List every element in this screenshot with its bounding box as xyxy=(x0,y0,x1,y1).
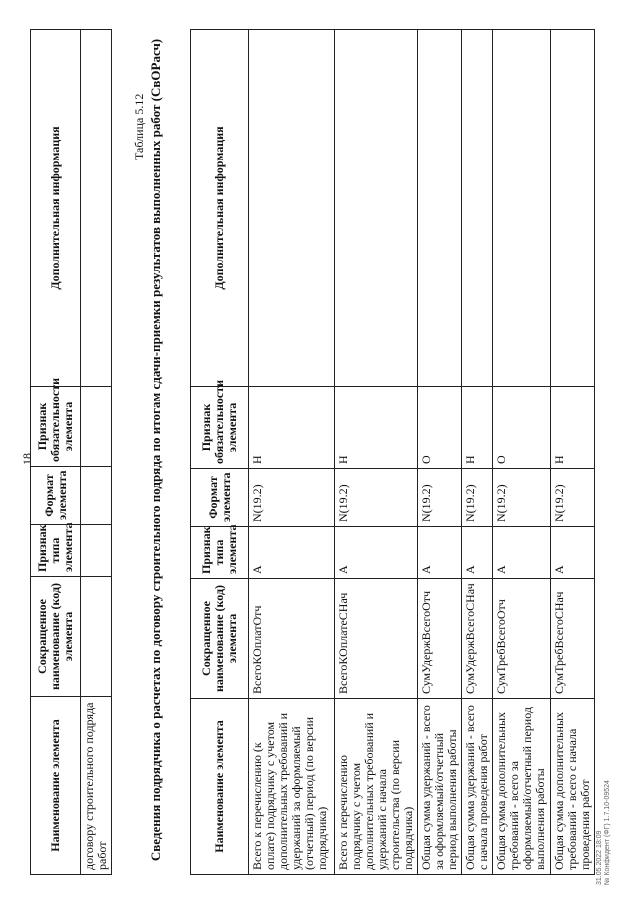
table-cell: СумУдержВсегоОтч xyxy=(418,579,462,699)
table-cell: О xyxy=(493,387,551,469)
table-cell: СумУдержВсегоСНач xyxy=(462,579,493,699)
main-header-cell: Сокращенное наименование (код) элемента xyxy=(191,579,249,699)
table-row xyxy=(335,30,418,875)
table-cell xyxy=(81,525,112,577)
table-cell: А xyxy=(418,527,462,579)
table-cell: СумТребВсегоСНач xyxy=(551,579,595,699)
top-header-cell: Формат элемента xyxy=(31,467,81,525)
table-cell: СумТребВсегоОтч xyxy=(493,579,551,699)
table-cell: А xyxy=(493,527,551,579)
document-stamp xyxy=(596,780,612,885)
table-cell: А xyxy=(551,527,595,579)
table-row xyxy=(551,30,595,875)
table-label: Таблица 5.12 xyxy=(132,93,146,160)
table-cell: Общая сумма удержаний - всего с начала проведения работ xyxy=(462,699,493,875)
table-cell: А xyxy=(335,527,418,579)
table-cell xyxy=(418,30,462,387)
table-cell xyxy=(551,30,595,387)
table-cell xyxy=(81,387,112,467)
table-cell: Общая сумма дополнительных требований - всего с начала проведения работ xyxy=(551,699,595,875)
table-cell: А xyxy=(249,527,335,579)
table-row xyxy=(81,30,112,875)
table-cell: ВсегоКОплатОтч xyxy=(249,579,335,699)
table-cell: Всего к перечислению (к оплате) подрядчику с учетом дополнительных требований и удержаний за оформляемый (отчетный) период (по версии подрядчика) xyxy=(249,699,335,875)
table-row xyxy=(418,30,462,875)
table-row xyxy=(249,30,335,875)
table-cell: Н xyxy=(249,387,335,469)
table-cell xyxy=(249,30,335,387)
table-row xyxy=(493,30,551,875)
table-cell xyxy=(81,30,112,387)
table-cell xyxy=(462,30,493,387)
page-number: 18 xyxy=(20,453,34,465)
top-header-cell: Признак типа элемента xyxy=(31,525,81,577)
stamp-line: № Конфидент (ФГ) 1.7.10-09524 xyxy=(604,780,611,885)
table-cell: ВсегоКОплатеСНач xyxy=(335,579,418,699)
top-header-cell: Наименование элемента xyxy=(31,697,81,875)
top-header-cell: Сокращенное наименование (код) элемента xyxy=(31,577,81,697)
main-header-cell: Признак обязательности элемента xyxy=(191,387,249,469)
main-header-cell: Формат элемента xyxy=(191,469,249,527)
table-cell xyxy=(493,30,551,387)
main-table-header-row xyxy=(191,30,249,875)
table-cell xyxy=(81,577,112,697)
table-cell: Общая сумма удержаний - всего за оформляемый/отчетный период выполнения работы xyxy=(418,699,462,875)
table-cell: N(19.2) xyxy=(335,469,418,527)
table-cell: А xyxy=(462,527,493,579)
table-cell: Общая сумма дополнительных требований - всего за оформляемый/отчетный период выполнения работы xyxy=(493,699,551,875)
main-header-cell: Наименование элемента xyxy=(191,699,249,875)
table-cell xyxy=(335,30,418,387)
table-cell: договору строительного подряда работ xyxy=(81,697,112,875)
table-cell: N(19.2) xyxy=(493,469,551,527)
table-cell: N(19.2) xyxy=(249,469,335,527)
table-row xyxy=(462,30,493,875)
table-cell: Н xyxy=(335,387,418,469)
table-cell: О xyxy=(418,387,462,469)
table-cell: Всего к перечислению подрядчику с учетом дополнительных требований и удержаний с начала строительства (по версии подрядчика) xyxy=(335,699,418,875)
top-table-header-row xyxy=(31,30,81,875)
stamp-line: 31.05.2022 18:09 xyxy=(596,830,603,885)
main-header-cell: Признак типа элемента xyxy=(191,527,249,579)
main-header-cell: Дополнительная информация xyxy=(191,30,249,387)
top-header-cell: Дополнительная информация xyxy=(31,30,81,387)
table-cell: Н xyxy=(551,387,595,469)
top-header-cell: Признак обязательности элемента xyxy=(31,387,81,467)
table-cell: N(19.2) xyxy=(462,469,493,527)
table-cell: Н xyxy=(462,387,493,469)
table-cell: N(19.2) xyxy=(418,469,462,527)
top-table xyxy=(30,29,112,875)
table-cell: N(19.2) xyxy=(551,469,595,527)
main-table xyxy=(190,29,595,875)
table-title: Сведения подрядчика о расчетах по договору строительного подряда по итогам сдачи-приемки результатов выполненных работ (СвОРасч) xyxy=(148,38,163,862)
table-cell xyxy=(81,467,112,525)
